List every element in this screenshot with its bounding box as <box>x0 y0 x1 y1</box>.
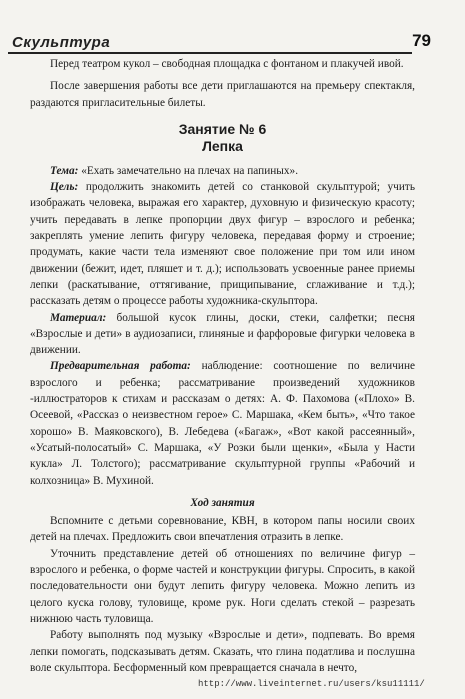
paragraph-kvn: Вспомните с детьми соревнование, КВН, в котором папы носили своих детей на плечах. Предложить свои впечатления отразить в лепке. <box>30 515 415 544</box>
running-head: Скульптура <box>12 34 111 51</box>
paragraph-proportions: Уточнить представление детей об отношениях по величине фигур – взрослого и ребенка, о форме частей и конструкции фигуры. Спросить, в какой последовательности они будут лепить фигуру человека. Можно лепить из целого куска голову, туловище, кроме рук. Ноги сделать стекой – разрезать нижнюю часть туловища. <box>30 547 415 625</box>
paragraph-music: Работу выполнять под музыку «Взрослые и дети», подпевать. Во время лепки помогать, подсказывать детям. Сказать, что глина податлива и послушна воле скульптора. Бесформенный ком превращается сначала в нечто, <box>30 629 415 674</box>
goal-text: продолжить знакомить детей со станковой скульптурой; учить изображать человека, выражая его характер, духовную и физическую красоту; учить передавать в лепке пропорции двух фигур – взрослого и ребенка; закреплять умение лепить фигуру человека, передавая форму и строение; продумать, какие части тела изменяют свое положение при том или ином движении (бежит, идет, пляшет и т. д.); использовать усвоенные ранее приемы лепки (раскатывание, оттягивание, прищипывание, сглаживание и т.д.); рассказать детям о процессе работы художника-скульптора. <box>30 181 415 308</box>
paragraph-theater: Перед театром кукол – свободная площадка с фонтаном и плакучей ивой. <box>50 58 404 70</box>
header-rule <box>8 52 412 54</box>
page-number: 79 <box>412 31 431 50</box>
preliminary-text: наблюдение: соотношение по величине взрослого и ребенка; рассматривание произведений художников -иллюстраторов к стихам и рассказам о детях: А. Ф. Пахомова («Плохо» В. Осеевой, «Рассказ о неизвестном герое» С. Маршака, «Кем быть», «Что такое хорошо» В. Маяковского), В. Лебедева («Багаж», «Вот какой рассеянный», «Усатый-полосатый» С. Маршака, «У Розки были щенки», «Была у Насти кукла» Л. Толстого); рассматривание скульптурной группы «Рабочий и колхозница» В. Мухиной. <box>30 360 416 487</box>
page-body <box>30 56 415 676</box>
goal-label: Цель: <box>50 181 79 194</box>
watermark-url: http://www.liveinternet.ru/users/ksu11111/ <box>198 679 425 689</box>
paragraph-material <box>30 310 415 359</box>
progress-heading: Ход занятия <box>190 496 255 509</box>
paragraph-preliminary <box>30 358 415 488</box>
paragraph-theme <box>30 163 415 179</box>
paragraph-premiere: После завершения работы все дети приглашаются на премьеру спектакля, раздаются пригласительные билеты. <box>30 80 415 109</box>
paragraph-goal <box>30 179 415 309</box>
preliminary-label: Предварительная работа: <box>50 360 191 373</box>
material-label: Материал: <box>50 311 107 324</box>
lesson-subtitle: Лепка <box>202 137 243 154</box>
theme-label: Тема: <box>50 164 79 177</box>
theme-text: «Ехать замечательно на плечах на папиных». <box>78 164 299 177</box>
material-text: большой кусок глины, доски, стеки, салфетки; песня «Взрослые и дети» в аудиозаписи, глиняные и фарфоровые фигурки человека в движении. <box>30 311 415 357</box>
lesson-title: Занятие № 6 <box>178 120 267 137</box>
